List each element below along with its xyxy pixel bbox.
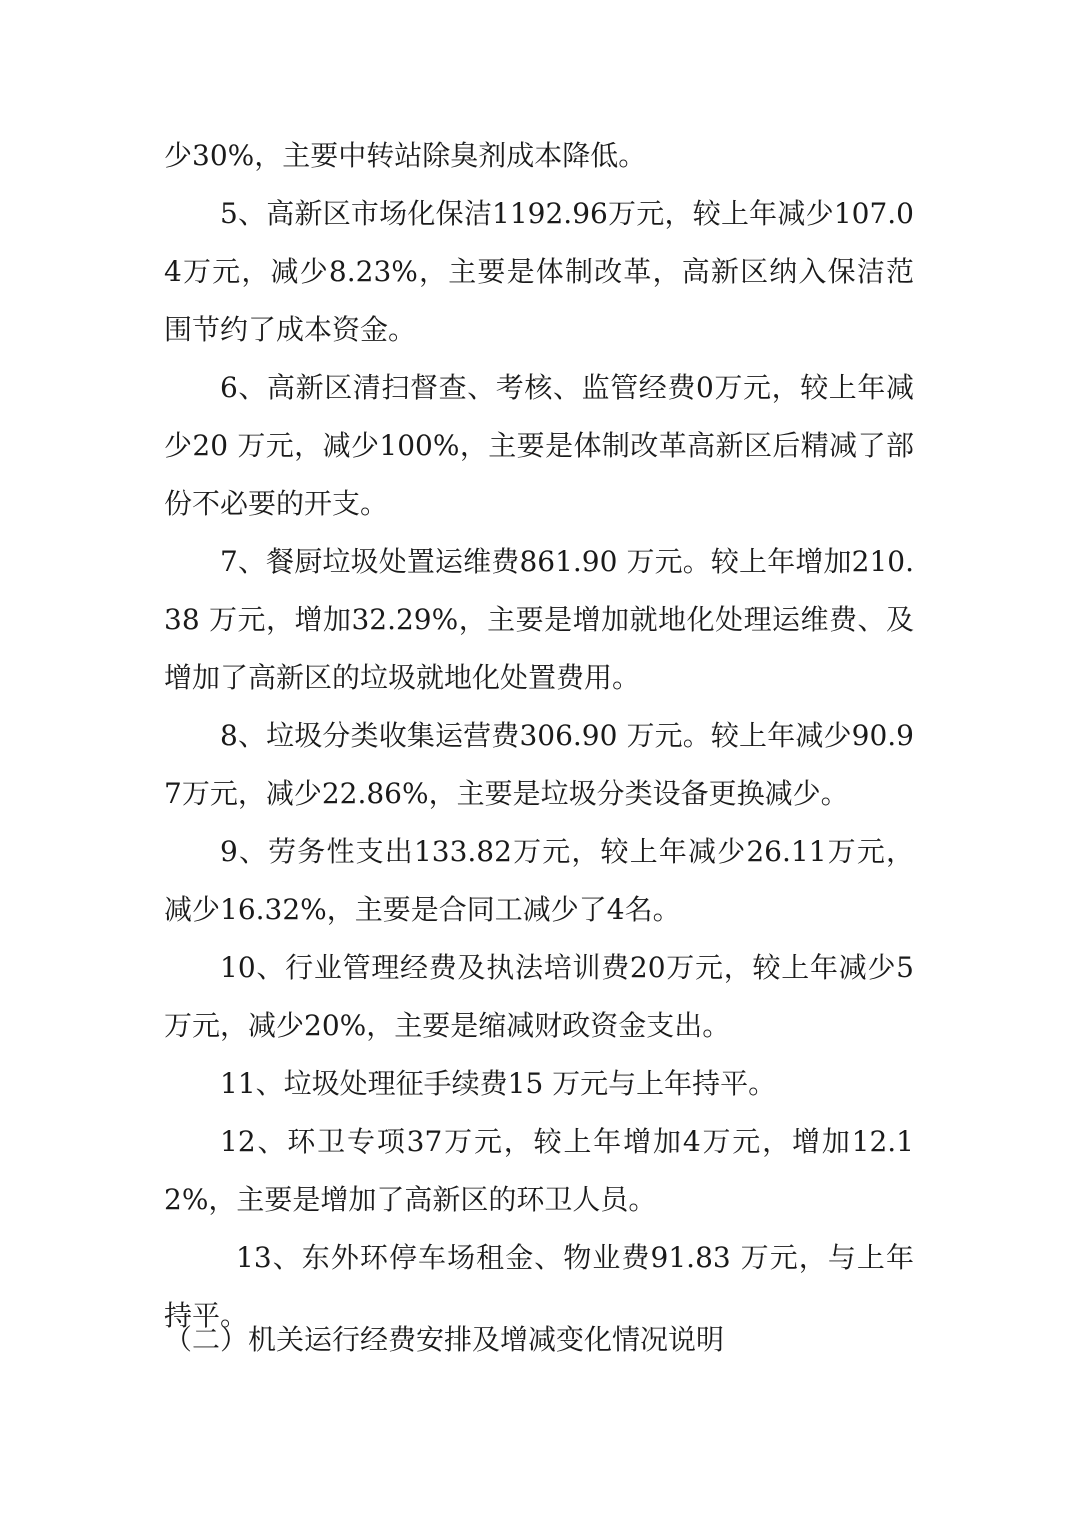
paragraph-item-7: 7、餐厨垃圾处置运维费861.90 万元。较上年增加210.38 万元，增加32.29%，主要是增加就地化处理运维费、及增加了高新区的垃圾就地化处置费用。 [164,545,914,694]
paragraph-item-6: 6、高新区清扫督查、考核、监管经费0万元，较上年减少20 万元，减少100%，主要是体制改革高新区后精减了部份不必要的开支。 [164,371,914,520]
paragraph-item-11: 11、垃圾处理征手续费15 万元与上年持平。 [220,1067,777,1100]
paragraph-item-5: 5、高新区市场化保洁1192.96万元，较上年减少107.04万元，减少8.23%，主要是体制改革，高新区纳入保洁范围节约了成本资金。 [164,197,914,346]
paragraph-continuation: 少30%，主要中转站除臭剂成本降低。 [164,139,647,172]
paragraph-item-12: 12、环卫专项37万元，较上年增加4万元，增加12.12%，主要是增加了高新区的环卫人员。 [164,1125,914,1216]
document-body [164,127,914,1345]
paragraph-item-8: 8、垃圾分类收集运营费306.90 万元。较上年减少90.97万元，减少22.86%，主要是垃圾分类设备更换减少。 [164,719,914,810]
paragraph-item-13: 13、东外环停车场租金、物业费91.83 万元，与上年持平。 [164,1241,914,1332]
paragraph-item-10: 10、行业管理经费及执法培训费20万元，较上年减少5万元，减少20%，主要是缩减财政资金支出。 [164,951,914,1042]
section-heading: （二）机关运行经费安排及增减变化情况说明 [164,1323,725,1356]
paragraph-item-9: 9、劳务性支出133.82万元，较上年减少26.11万元，减少16.32%，主要是合同工减少了4名。 [164,835,914,926]
